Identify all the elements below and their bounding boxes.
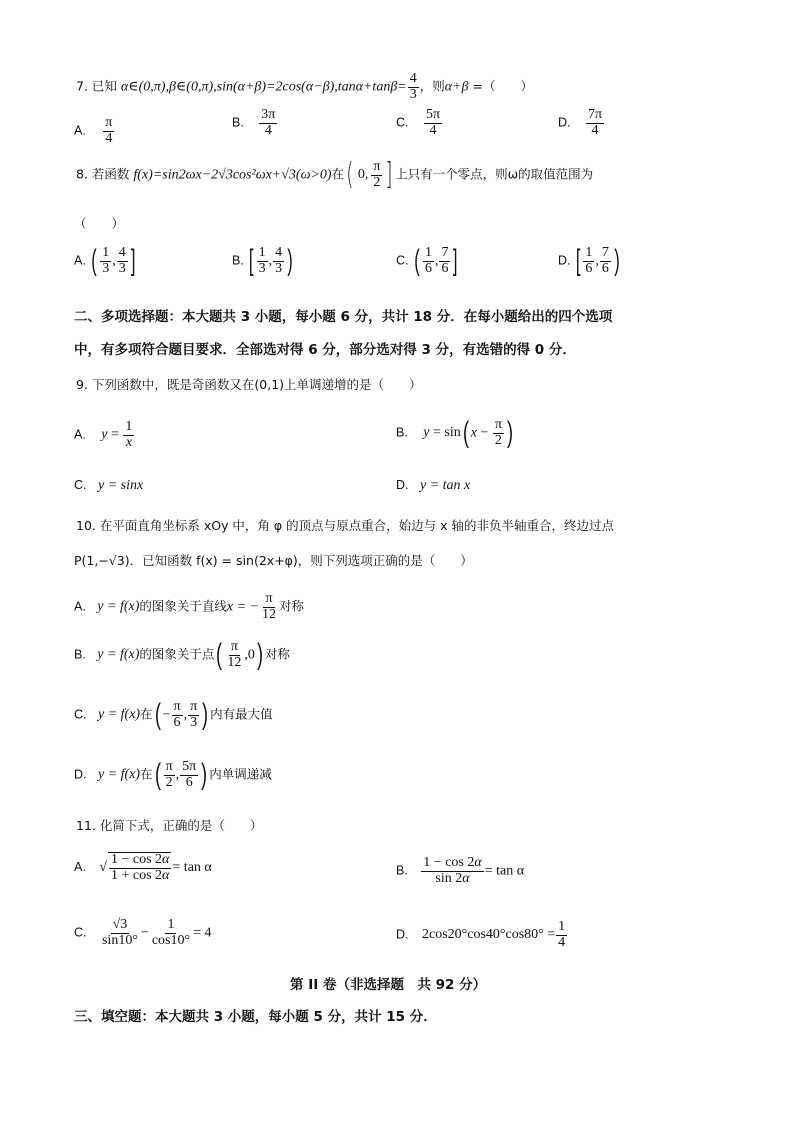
- q8-option-d[interactable]: D. [ $\frac{1}{6}$ , $\frac{7}{6}$ ): [558, 244, 620, 278]
- q7-option-d[interactable]: D. $\frac{7\pi}{4}$: [558, 107, 603, 138]
- q7-stem: 7. 已知 α∈(0,π),β∈(0,π),sin(α+β)=2cos(α−β),tanα+tanβ= $\frac{4}{3}$ ，则α+β =（ ）: [76, 71, 533, 102]
- q11-option-d[interactable]: D. 2cos20°cos40°cos80° = $\frac{1}{4}$: [396, 919, 566, 950]
- q9-option-c[interactable]: C. y = sinx: [74, 478, 144, 493]
- q10-option-d[interactable]: D. y = f(x)在( $\frac{\pi}{2}$ , $\frac{5\pi}{6}$ ) 内单调递减: [74, 758, 272, 792]
- section2-heading-line1: 二、多项选择题：本大题共 3 小题，每小题 6 分，共计 18 分．在每小题给出的四个选项: [74, 309, 613, 325]
- q9-option-b[interactable]: B. y = sin( x − $\frac{\pi}{2}$ ): [396, 416, 513, 450]
- q9-stem: 9. 下列函数中，既是奇函数又在(0,1)上单调递增的是（ ）: [76, 377, 422, 392]
- q10-stem-line2: P(1,−√3)．已知函数 f(x) = sin(2x+φ)，则下列选项正确的是（ ）: [74, 553, 473, 568]
- q8-stem: 8. 若函数 f(x)=sin2ωx−2√3cos²ωx+√3(ω>0)在( 0, $\frac{\pi}{2}$ ] 上只有一个零点，则ω的取值范围为: [76, 157, 594, 193]
- q7-frac: $\frac{4}{3}$: [409, 71, 417, 102]
- section3-heading: 三、填空题：本大题共 3 小题，每小题 5 分，共计 15 分．: [74, 1009, 437, 1025]
- q8-option-a[interactable]: A. ( $\frac{1}{3}$ , $\frac{4}{3}$ ]: [74, 244, 136, 278]
- q7-stem-math: α∈(0,π),β∈(0,π),sin(α+β)=2cos(α−β),tanα+tanβ=: [120, 79, 407, 95]
- q7-option-a[interactable]: A. $\frac{\pi}{4}$: [74, 115, 113, 146]
- part2-title: 第 II 卷（非选择题 共 92 分）: [290, 977, 487, 993]
- q10-option-c[interactable]: C. y = f(x)在( − $\frac{\pi}{6}$ , $\frac{\pi}{3}$ ) 内有最大值: [74, 698, 273, 732]
- q10-option-b[interactable]: B. y = f(x)的图象关于点( $\frac{\pi}{12}$ ,0) 对称: [74, 638, 290, 672]
- q8-option-c[interactable]: C. ( $\frac{1}{6}$ , $\frac{7}{6}$ ]: [396, 244, 458, 278]
- q11-stem: 11. 化简下式，正确的是（ ）: [76, 818, 263, 833]
- q9-option-d[interactable]: D. y = tan x: [396, 478, 471, 493]
- q11-option-c[interactable]: C. $\frac{√3}{\sin 10^\circ}$ − $\frac{1}{\cos 10^\circ}$ = 4: [74, 917, 212, 948]
- q8-stem-math: f(x)=sin2ωx−2√3cos²ωx+√3(ω>0): [133, 167, 332, 183]
- q11-option-b[interactable]: B. $\frac{1 - \cos 2\alpha}{\sin 2\alpha}$ = tan α: [396, 855, 525, 886]
- q7-option-c[interactable]: C. $\frac{5\pi}{4}$: [396, 107, 441, 138]
- q9-option-a[interactable]: A. y = $\frac{1}{x}$: [74, 419, 133, 450]
- q10-stem-line1: 10. 在平面直角坐标系 xOy 中，角 φ 的顶点与原点重合，始边与 x 轴的非负半轴重合，终边过点: [76, 518, 614, 533]
- q8-answer-paren: （ ）: [74, 216, 125, 231]
- q11-option-a[interactable]: A. √ $\frac{1 - \cos 2\alpha}{1 + \cos 2\alpha}$ = tan α: [74, 852, 212, 883]
- q7-option-b[interactable]: B. $\frac{3\pi}{4}$: [232, 107, 276, 138]
- section2-heading-line2: 中，有多项符合题目要求．全部选对得 6 分，部分选对得 3 分，有选错的得 0 分．: [74, 342, 576, 358]
- q10-option-a[interactable]: A. y = f(x)的图象关于直线x = − $\frac{\pi}{12}$ 对称: [74, 591, 305, 622]
- q8-option-b[interactable]: B. [ $\frac{1}{3}$ , $\frac{4}{3}$ ): [232, 244, 293, 278]
